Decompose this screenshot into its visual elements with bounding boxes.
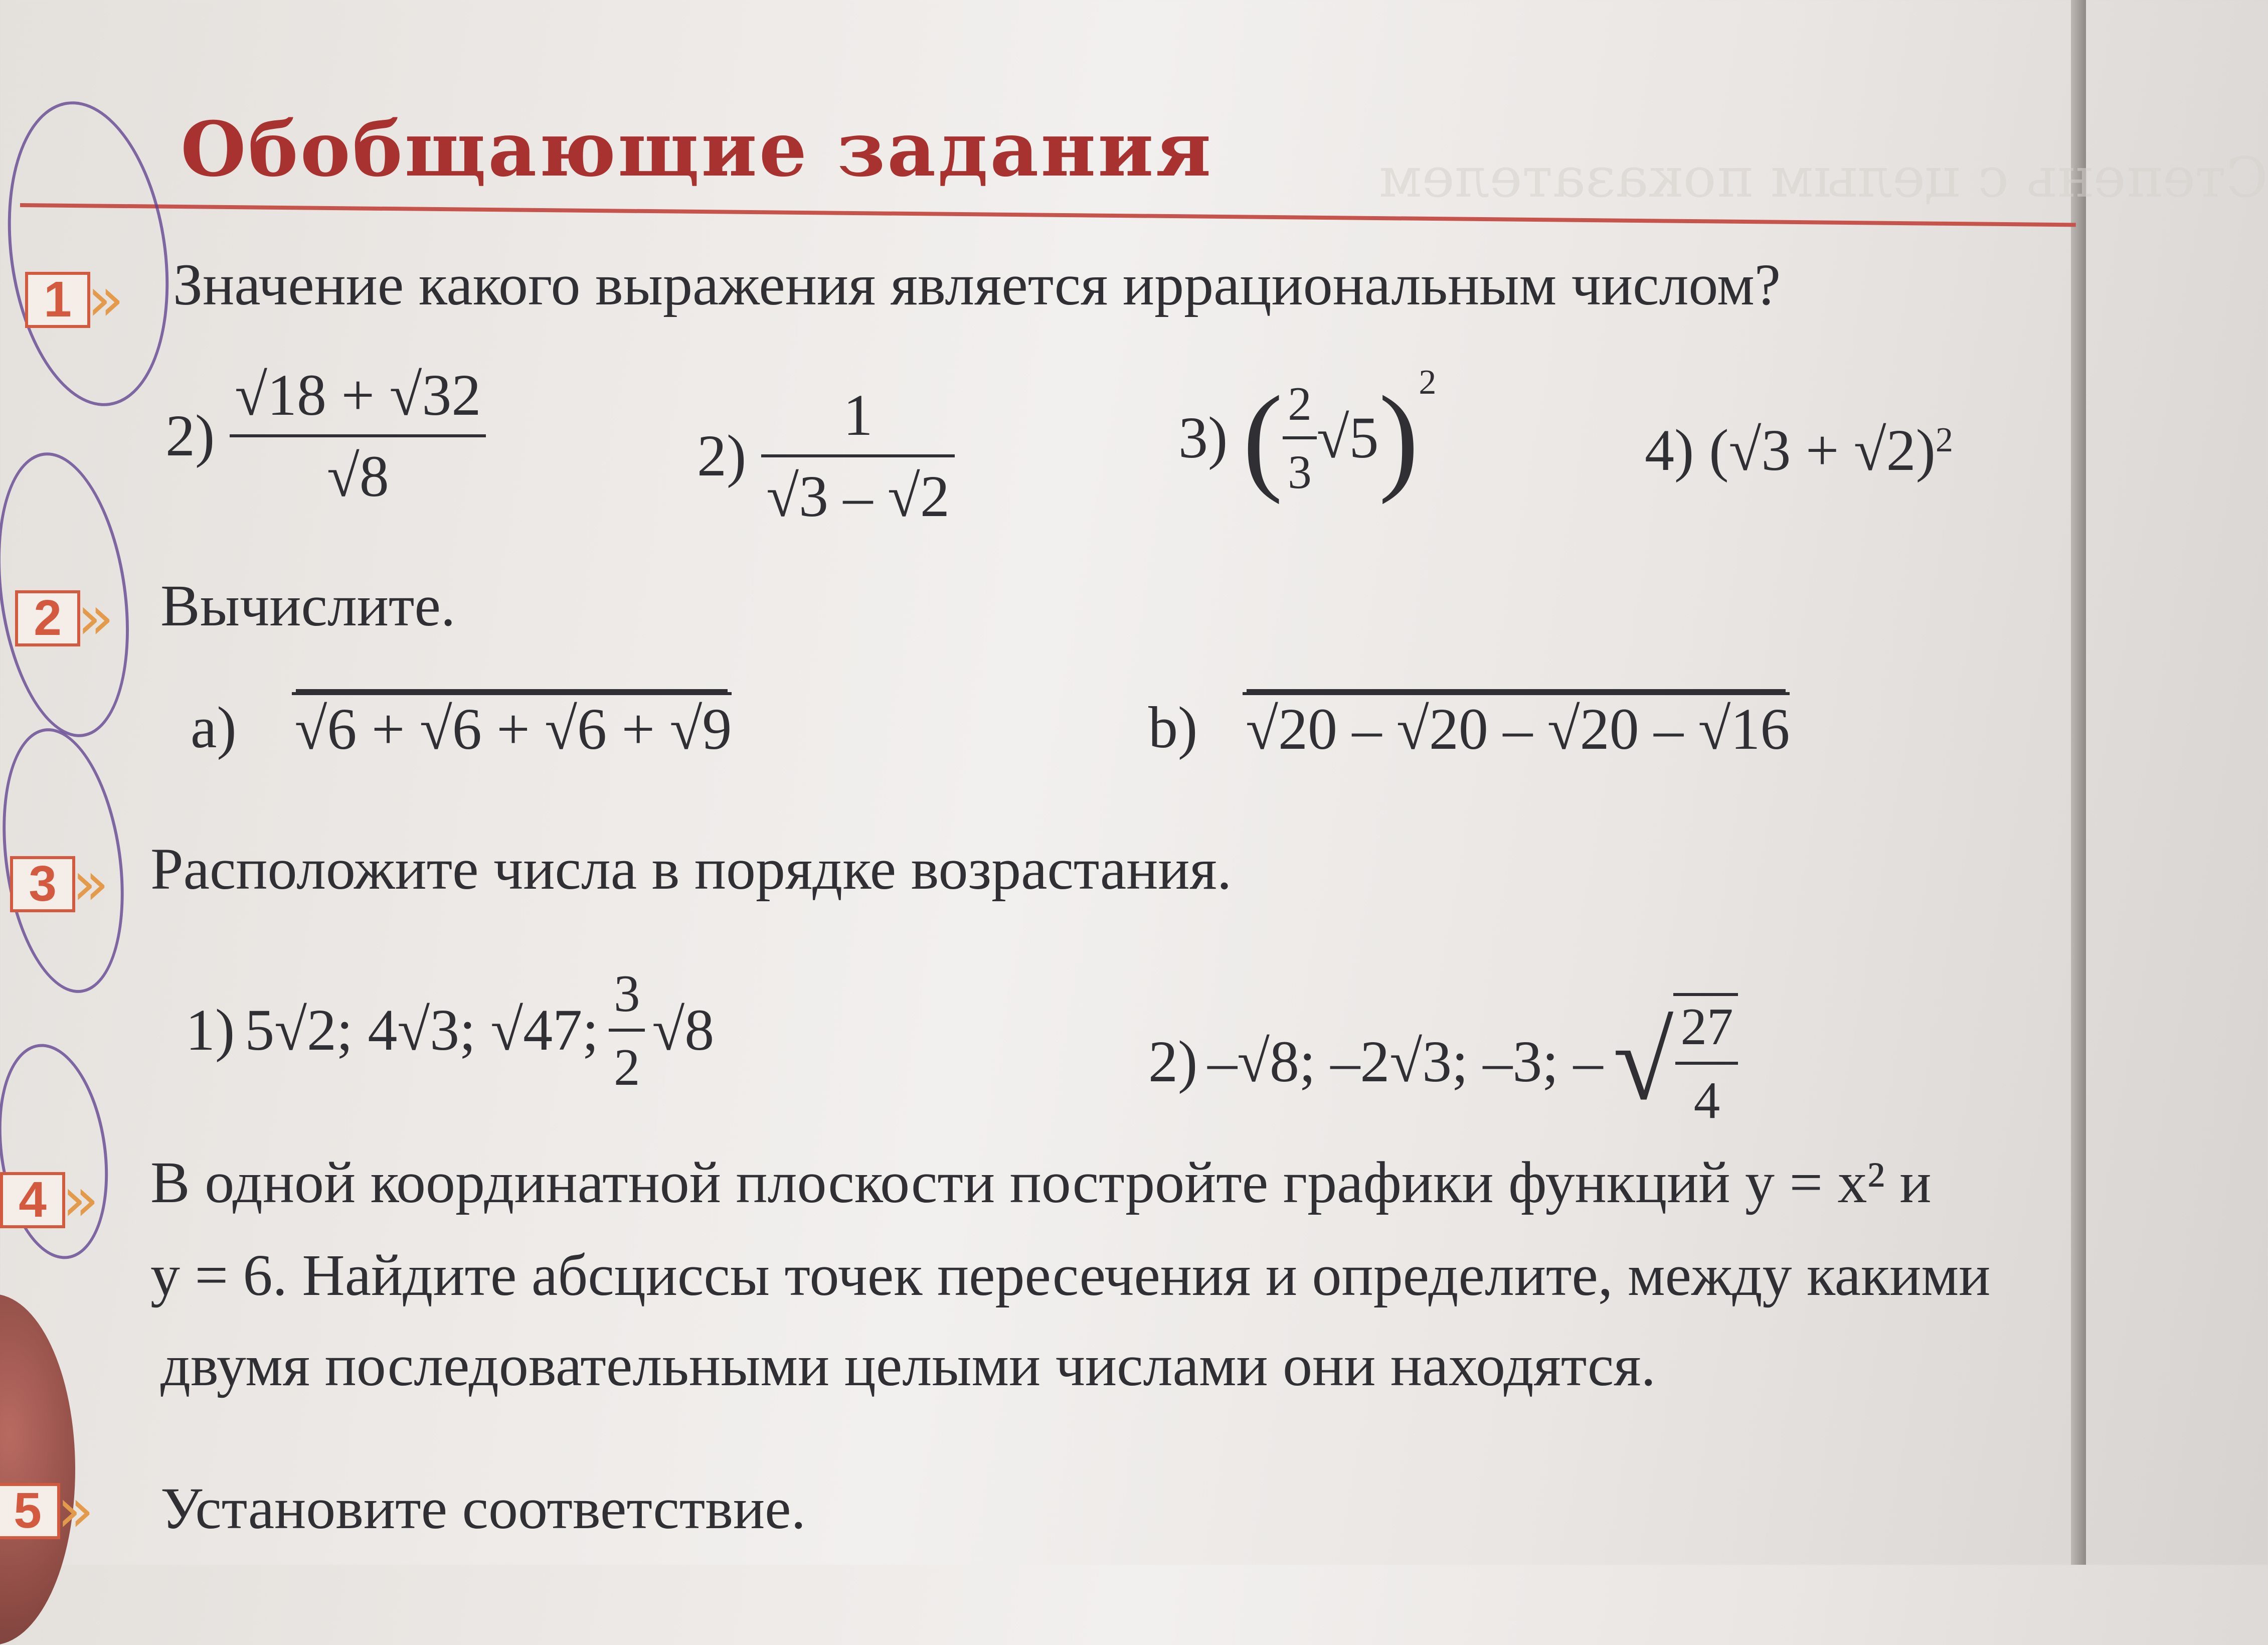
task-2-text: Вычислите. [160, 573, 456, 638]
task-number: 5 [0, 1483, 60, 1539]
task-badge-4 [0, 1165, 105, 1235]
task-1-option-1 [165, 361, 486, 511]
task-5-text: Установите соответствие. [160, 1475, 806, 1541]
fraction-bar [1283, 436, 1317, 439]
task-3-part-2 [1148, 993, 1738, 1130]
radical: √5 [1316, 405, 1379, 470]
numerator: 3 [613, 964, 640, 1023]
pen-circle-4 [0, 1037, 121, 1266]
nested-radical: √20 – √20 – √20 – √16 [1243, 692, 1790, 763]
finger-shadow [0, 1294, 75, 1645]
denominator: 2 [613, 1038, 640, 1096]
chevron-right-icon: » [57, 1475, 94, 1546]
denominator: 3 [1288, 445, 1312, 499]
exponent: 2 [1419, 363, 1437, 402]
bleed-through-text: Степень с целым показателем [1379, 145, 2268, 210]
part-label: 1) [186, 997, 235, 1063]
option-label: 3) [1178, 405, 1228, 470]
numerator: 2 [1288, 377, 1312, 430]
fraction [761, 381, 955, 531]
option-label: 4) [1645, 417, 1694, 483]
fraction [609, 963, 645, 1097]
task-1-option-2 [697, 381, 955, 531]
fraction-bar [761, 454, 955, 457]
part-label: 2) [1148, 1029, 1198, 1094]
fraction [230, 361, 486, 511]
page-heading: Обобщающие задания [181, 105, 1213, 194]
left-paren: ( [1243, 371, 1283, 505]
nested-radical: √6 + √6 + √6 + √9 [292, 692, 732, 763]
task-badge-2 [15, 583, 120, 653]
exponent: 2 [1935, 421, 1953, 459]
chevron-right-icon: » [87, 264, 124, 335]
task-4-line-2: y = 6. Найдите абсциссы точек пересечения и определите, между какими [150, 1242, 1991, 1308]
fraction [1283, 376, 1317, 500]
task-number: 4 [0, 1172, 65, 1228]
task-badge-3 [10, 849, 115, 919]
fraction-bar [609, 1029, 645, 1032]
task-4-line-3: двумя последовательными целыми числами они находятся. [160, 1333, 1656, 1398]
task-number: 2 [15, 590, 80, 646]
part-label: b) [1148, 695, 1198, 760]
number-tail: √8 [652, 997, 715, 1063]
fraction-bar [230, 434, 486, 437]
part-label: a) [191, 695, 237, 760]
denominator: √3 – √2 [766, 463, 950, 529]
task-badge-1 [25, 264, 130, 335]
expression: (√3 + √2) [1709, 417, 1936, 483]
page-edge [2071, 0, 2086, 1565]
task-1-text: Значение какого выражения является иррациональным числом? [173, 252, 1781, 317]
numerator: √18 + √32 [235, 362, 481, 428]
task-3-text: Расположите числа в порядке возрастания. [150, 836, 1232, 902]
task-badge-5 [0, 1475, 100, 1546]
number-list: 5√2; 4√3; √47; [245, 997, 599, 1063]
right-paren: ) [1378, 371, 1419, 505]
option-label: 2) [697, 423, 747, 488]
task-1-option-4 [1645, 416, 1953, 484]
chevron-right-icon: » [72, 849, 109, 919]
numerator: 1 [843, 382, 873, 448]
task-4-line-1: В одной координатной плоскости постройте графики функций y = x² и [150, 1149, 1932, 1215]
fraction [1673, 993, 1738, 1130]
chevron-right-icon: » [62, 1165, 99, 1235]
pen-circle-1 [0, 91, 187, 416]
fraction-bar [1675, 1062, 1738, 1065]
denominator: √8 [326, 443, 389, 509]
chevron-right-icon: » [77, 583, 114, 653]
radical-sign: √ [1613, 1001, 1674, 1123]
numerator: 27 [1680, 997, 1733, 1056]
task-3-part-1 [186, 963, 714, 1097]
task-number: 3 [10, 856, 75, 912]
task-number: 1 [25, 272, 90, 328]
task-1-option-3 [1178, 363, 1437, 505]
option-label: 2) [165, 403, 215, 468]
number-list: –√8; –2√3; –3; – [1207, 1029, 1603, 1094]
task-2-part-a [191, 692, 732, 763]
task-2-part-b [1148, 692, 1790, 763]
denominator: 4 [1693, 1071, 1720, 1129]
